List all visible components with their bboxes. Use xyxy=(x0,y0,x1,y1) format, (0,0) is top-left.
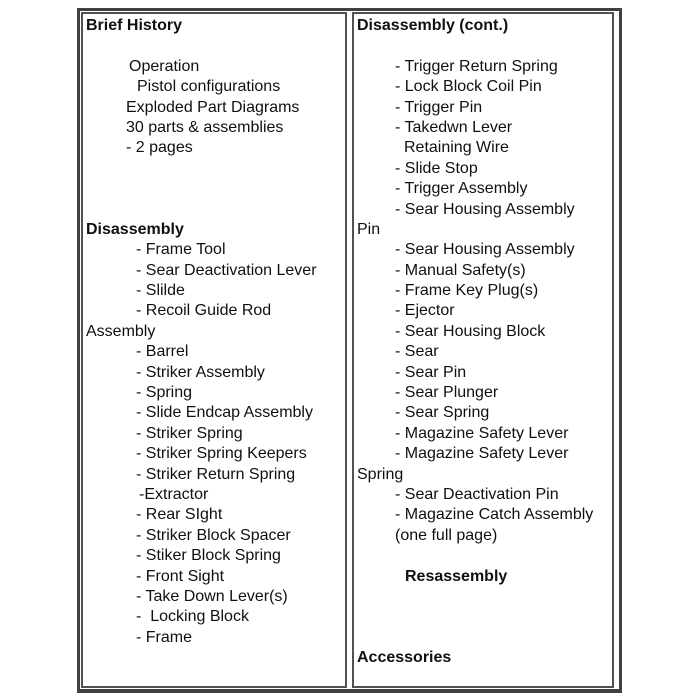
text-line: - Lock Block Coil Pin xyxy=(395,78,542,96)
text-line: - Magazine Catch Assembly xyxy=(395,506,594,524)
text-line: - Slide Stop xyxy=(395,159,478,177)
text-line: Resassembly xyxy=(405,567,508,585)
text-line: Disassembly (cont.) xyxy=(357,17,509,34)
text-line: - Frame xyxy=(136,628,192,646)
text-line: - Sear Spring xyxy=(395,404,490,422)
text-line: - Rear SIght xyxy=(136,506,223,524)
text-line: (one full page) xyxy=(395,526,498,544)
right-panel xyxy=(352,12,614,688)
text-line xyxy=(86,159,343,179)
left-panel-lines xyxy=(86,16,343,648)
text-line xyxy=(357,628,610,648)
text-line: - Trigger Pin xyxy=(395,98,483,116)
text-line: - Sear Housing Block xyxy=(395,322,546,340)
text-line: - Sear Deactivation Lever xyxy=(136,261,317,279)
text-line: - Striker Spring Keepers xyxy=(136,445,307,463)
text-line: - Sear xyxy=(395,343,439,361)
text-line: - Recoil Guide Rod xyxy=(136,302,272,320)
text-line: - Stiker Block Spring xyxy=(136,547,281,565)
text-line: - Frame Tool xyxy=(136,241,226,259)
text-line: Assembly xyxy=(86,322,156,340)
text-line: - Barrel xyxy=(136,343,189,361)
text-line: Disassembly xyxy=(86,220,184,238)
text-line: - Striker Block Spacer xyxy=(136,526,291,544)
text-line xyxy=(86,179,343,199)
right-panel-lines xyxy=(357,16,610,669)
text-line xyxy=(357,587,610,607)
text-line: - Striker Return Spring xyxy=(136,465,296,483)
text-line: Brief History xyxy=(86,17,183,34)
text-line: Spring xyxy=(357,465,404,483)
text-line: Pin xyxy=(357,220,381,238)
text-line: - Magazine Safety Lever xyxy=(395,445,569,463)
text-line: - Trigger Assembly xyxy=(395,180,528,198)
left-panel xyxy=(81,12,347,688)
text-line: - Takedwn Lever xyxy=(395,118,513,136)
text-line: -Extractor xyxy=(139,485,209,503)
text-line: Operation xyxy=(129,57,200,75)
text-line: - Sear Plunger xyxy=(395,384,499,402)
text-line: Exploded Part Diagrams xyxy=(126,98,300,116)
text-line: - Sear Pin xyxy=(395,363,467,381)
text-line xyxy=(86,36,343,56)
text-line: Accessories xyxy=(357,649,452,667)
text-line: - Ejector xyxy=(395,302,455,320)
text-line: Retaining Wire xyxy=(404,139,509,157)
text-line: - Striker Assembly xyxy=(136,363,265,381)
text-line xyxy=(357,546,610,566)
text-line xyxy=(357,36,610,56)
text-line xyxy=(86,200,343,220)
text-line: - 2 pages xyxy=(126,139,193,157)
text-line: - Manual Safety(s) xyxy=(395,261,526,279)
text-line: - Magazine Safety Lever xyxy=(395,424,569,442)
text-line: - Spring xyxy=(136,384,193,402)
text-line: - Take Down Lever(s) xyxy=(136,587,288,605)
text-line: - Slide Endcap Assembly xyxy=(136,404,313,422)
text-line: Pistol configurations xyxy=(137,78,281,96)
outer-frame xyxy=(77,8,622,693)
text-line: - Sear Housing Assembly xyxy=(395,241,575,259)
text-line: - Trigger Return Spring xyxy=(395,57,558,75)
text-line: 30 parts & assemblies xyxy=(126,118,284,136)
text-line xyxy=(357,607,610,627)
text-line: - Slilde xyxy=(136,282,185,300)
text-line: - Front Sight xyxy=(136,567,225,585)
text-line: - Frame Key Plug(s) xyxy=(395,282,539,300)
text-line: - Locking Block xyxy=(136,608,249,626)
text-line: - Sear Deactivation Pin xyxy=(395,485,559,503)
text-line: - Striker Spring xyxy=(136,424,243,442)
text-line: - Sear Housing Assembly xyxy=(395,200,575,218)
